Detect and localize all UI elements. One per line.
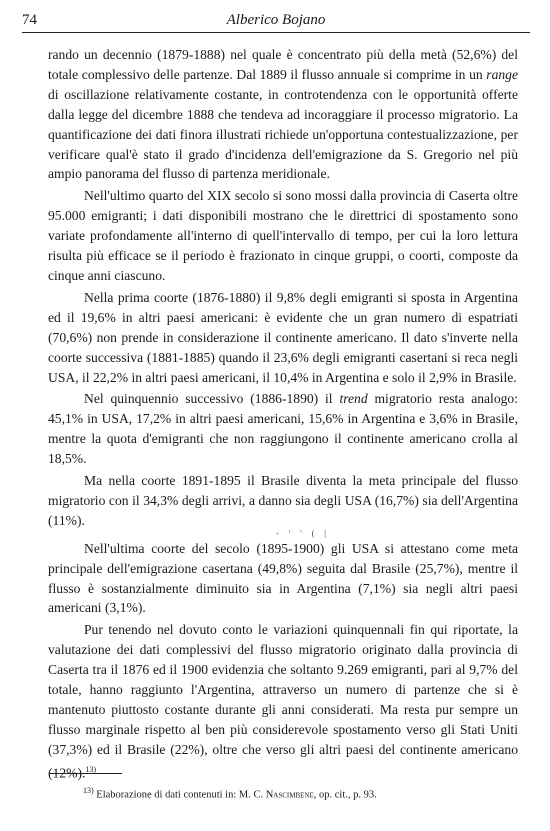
paragraph-7-text: Pur tenendo nel dovuto conto le variazioni quinquennali fin qui riportate, la valutazione dei dati complessivi del flusso migratorio originato dalla provincia di Caserta tra il 1876 ed il 1900 evidenzia che soltanto 9.269 emigranti, pari al 9,7% del totale, hanno raggiunto l'Argentina, attraverso un numero di partenze che si è mantenuto piuttosto costante durante gli anni considerati. Ma resta pur sempre un flusso marginale rispetto al ben più considerevole spostamento verso gli Stati Uniti (37,3%) ed il Brasile (22%), oltre che verso gli altri paesi del continente americano (12%).: [48, 622, 518, 781]
paragraph-6: Nell'ultima coorte del secolo (1895-1900) gli USA si attestano come meta principale dell'emigrazione casertana (49,8%) seguita dal Brasile (25,7%), mentre il flusso è sostanzialmente diminuito sia in Argentina (7,1%) sia negli altri paesi americani (3,1%).: [48, 540, 518, 616]
footnote-text-a: Elaborazione di dati contenuti in: M. C.: [93, 789, 266, 801]
paragraph-2: Nell'ultimo quarto del XIX secolo si sono mossi dalla provincia di Caserta oltre 95.000 emigranti; i dati disponibili mostrano che le direttrici di spostamento sono variate profondamente all'interno di quell'intervallo di tempo, per cui la loro lettura risulta più efficace se il periodo è frazionato in cinque gruppi, o coorti, composte da cinque anni ciascuno.: [48, 188, 518, 283]
page-number: 74: [22, 12, 37, 28]
footnote: [83, 786, 377, 801]
footnote-author: Nascimbene: [265, 789, 314, 801]
paragraph-1-text-b: di oscillazione relativamente costante, in controtendenza con le opportunità offerte dalla legge del dicembre 1888 che tendeva ad incoraggiare il processo migratorio. La quantificazione dei dati finora illustrati richiede un'opportuna contestualizzazione, per verificare qual'è stato il grado d'incidenza dell'emigrazione da S. Gregorio nel più ampio panorama del flusso di partenza meridionale.: [48, 86, 518, 182]
italic-trend: trend: [339, 391, 368, 407]
page-header: [22, 12, 530, 33]
paragraph-4-text-b: migratorio resta analogo: 45,1% in USA, 17,2% in altri paesi americani, 15,6% in Argentina e 3,6% in Brasile, mentre la quota d'emigranti che non raggiungono il continente americano crolla al 18,5%.: [48, 391, 519, 467]
paragraph-1-text-a: rando un decennio (1879-1888) nel quale è concentrato più della metà (52,6%) del totale complessivo delle partenze. Dal 1889 il flusso annuale si comprime in un: [48, 47, 518, 82]
footnote-text-b: , op. cit., p. 93.: [313, 789, 377, 801]
paragraph-4: [48, 389, 518, 469]
footnote-rule: [50, 773, 122, 774]
paragraph-3: Nella prima coorte (1876-1880) il 9,8% degli emigranti si sposta in Argentina ed il 19,6% in altri paesi americani: è evidente che un gran numero di espatriati (70,6%) non prende in considerazione il continente americano. Il dato s'inverte nella coorte successiva (1881-1885) quando il 23,6% degli emigranti casertani si reca negli USA, il 22,2% in altri paesi americani, il 10,4% in Argentina e solo il 2,9% in Brasile.: [48, 289, 518, 385]
stray-marks: - ' ' ( |: [276, 528, 330, 538]
running-head: Alberico Bojano: [226, 12, 326, 28]
paragraph-1: [48, 45, 518, 184]
footnote-number: 13): [83, 786, 94, 795]
body-text: [48, 45, 518, 783]
paragraph-4-text-a: Nel quinquennio successivo (1886-1890) il: [84, 391, 340, 407]
paragraph-5: Ma nella coorte 1891-1895 il Brasile diventa la meta principale del flusso migratorio con il 34,3% degli arrivi, a danno sia degli USA (16,7%) sia dell'Argentina (11%).: [48, 473, 518, 528]
italic-range: range: [486, 66, 518, 82]
footnote-reference: 13): [85, 764, 97, 774]
paragraph-7: [48, 620, 518, 783]
